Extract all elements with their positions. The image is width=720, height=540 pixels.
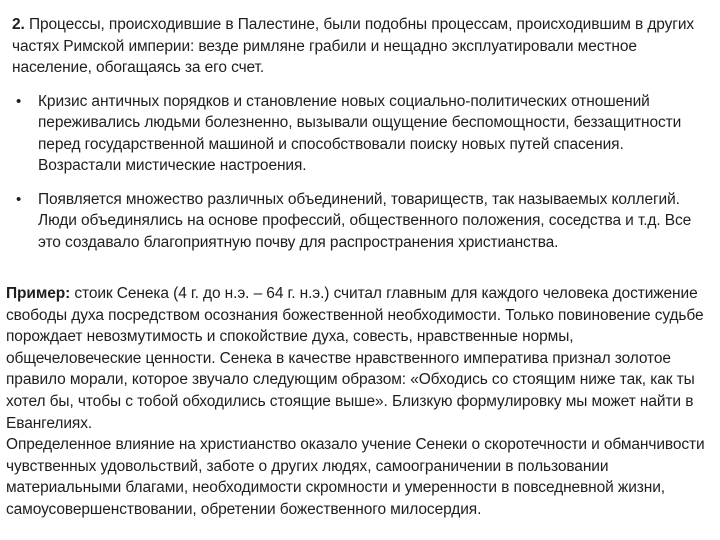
example-text: стоик Сенека (4 г. до н.э. – 64 г. н.э.) считал главным для каждого человека достижение свободы духа посредством осознания божественной необходимости. Только повиновение судьбе порождает невозмутимость и спокойствие духа, совесть, нравственные нормы, общечеловеческие ценности. Сенека в качестве нравственного императива признал золотое правило морали, которое звучало следующим образом: «Обходись со стоящим ниже так, как ты хотел бы, чтобы с тобой обходились стоящие выше». Близкую формулировку мы может найти в Евангелиях. [6,285,704,432]
bullet-icon: • [16,92,22,110]
example-paragraph [6,283,710,434]
bullet-icon: • [16,190,22,208]
intro-paragraph [12,14,706,79]
list-item [12,189,706,254]
bullet-text: Появляется множество различных объединений, товариществ, так называемых коллегий. Люди объединялись на основе профессий, общественного положения, соседства и т.д. Все это создавало благоприятную почву для распространения христианства. [38,190,692,251]
example-label: Пример: [6,285,71,302]
top-section [12,14,706,265]
intro-text: Процессы, происходившие в Палестине, были подобны процессам, происходившим в других частях Римской империи: везде римляне грабили и нещадно эксплуатировали местное население, обогащаясь за его счет. [12,16,695,76]
list-item [12,91,706,177]
bottom-section [6,283,710,521]
bullet-list [12,91,706,254]
intro-number: 2. [12,16,25,33]
conclusion-paragraph: Определенное влияние на христианство оказало учение Сенеки о скоротечности и обманчивости чувственных удовольствий, заботе о других людях, самоограничении в пользовании материальными благами, необходимости скромности и умеренности в повседневной жизни, самоусовершенствовании, обретении божественного милосердия. [6,436,705,518]
bullet-text: Кризис античных порядков и становление новых социально-политических отношений переживались людьми болезненно, вызывали ощущение беспомощности, беззащитности перед государственной машиной и способствовали поиску новых путей спасения. Возрастали мистические настроения. [38,92,682,174]
